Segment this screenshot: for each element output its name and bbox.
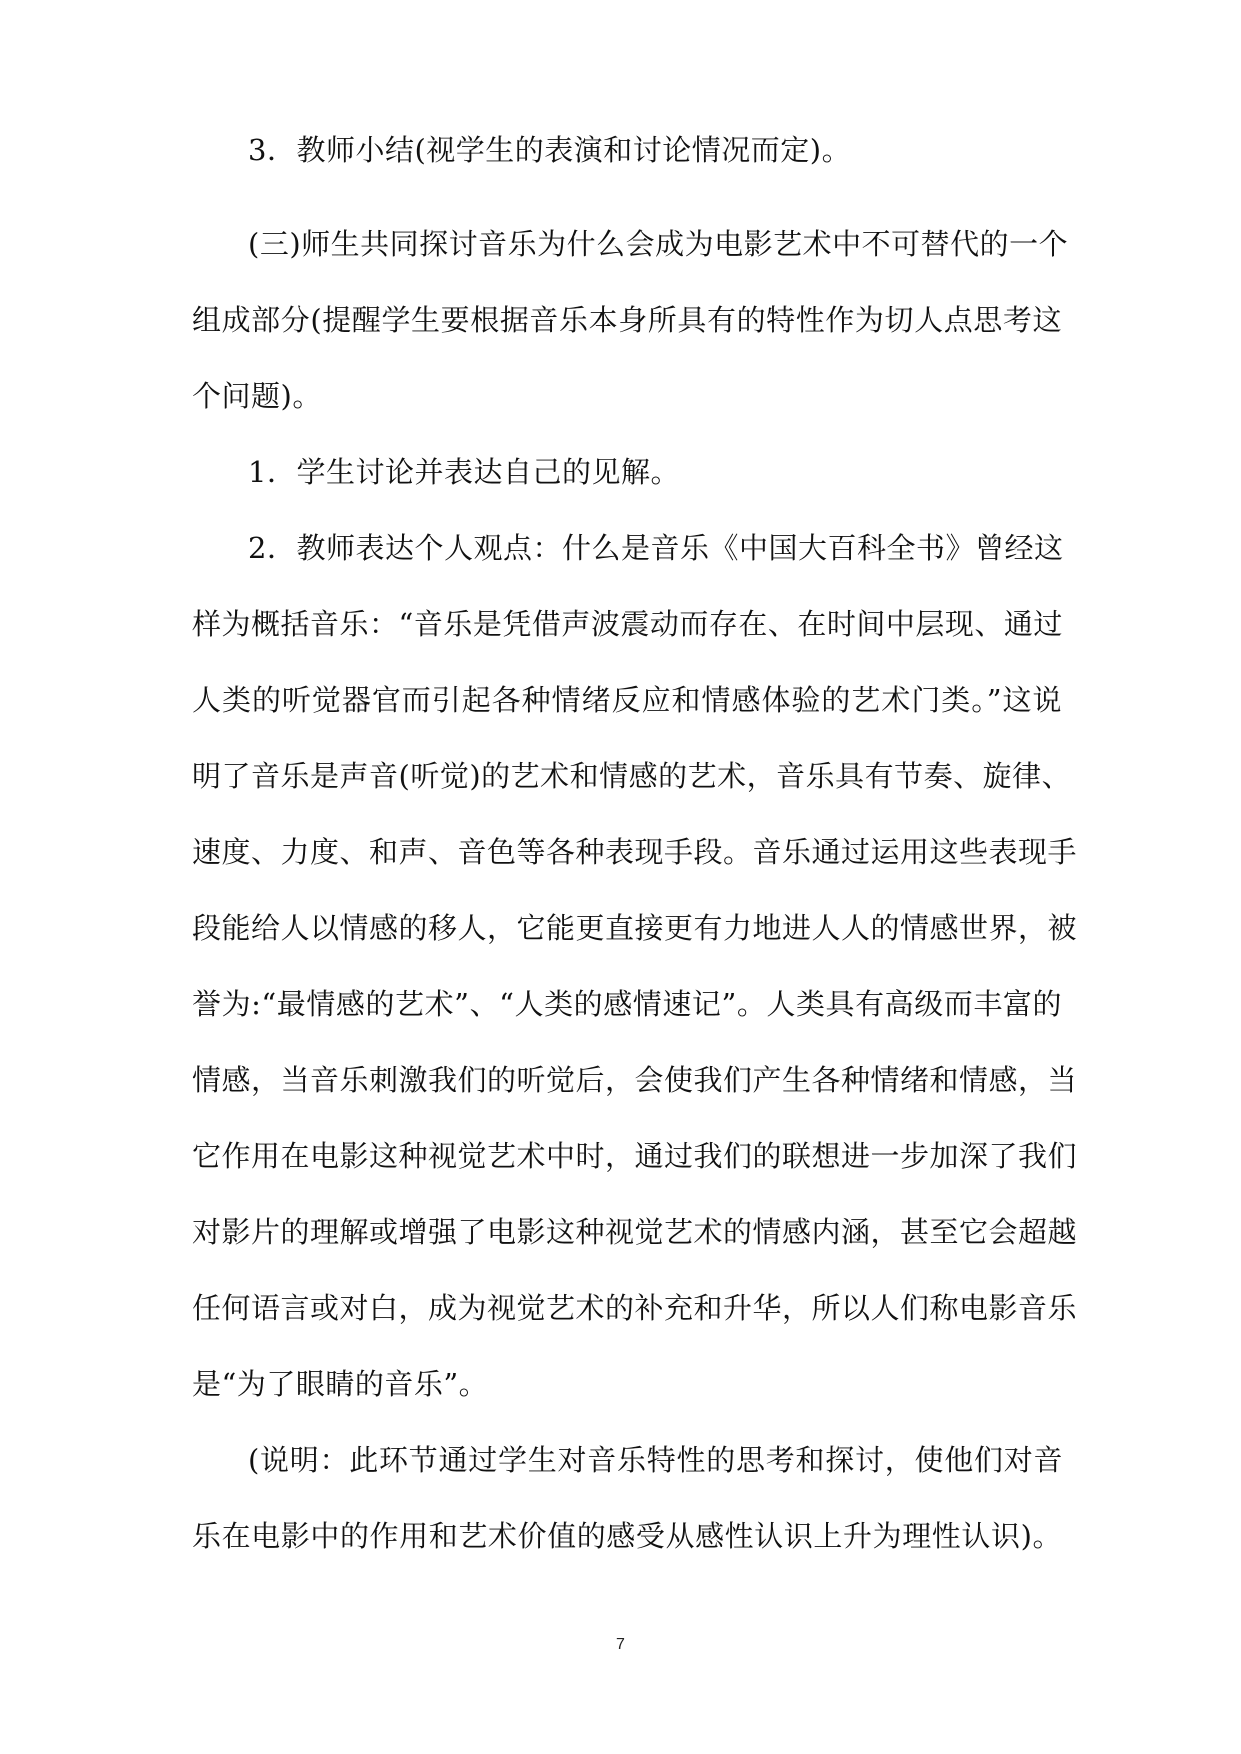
text-line: 任何语言或对白，成为视觉艺术的补充和升华，所以人们称电影音乐 bbox=[192, 1291, 1078, 1325]
text-line: 1．学生讨论并表达自己的见解。 bbox=[248, 455, 680, 489]
text-line: 样为概括音乐：“音乐是凭借声波震动而存在、在时间中层现、通过 bbox=[192, 607, 1063, 641]
text-line: (说明：此环节通过学生对音乐特性的思考和探讨，使他们对音 bbox=[248, 1443, 1063, 1477]
text-line: 对影片的理解或增强了电影这种视觉艺术的情感内涵，甚至它会超越 bbox=[192, 1215, 1078, 1249]
text-line: 是“为了眼睛的音乐”。 bbox=[192, 1367, 489, 1401]
page-number: 7 bbox=[616, 1636, 625, 1653]
text-line: 速度、力度、和声、音色等各种表现手段。音乐通过运用这些表现手 bbox=[192, 835, 1078, 869]
text-line: 2．教师表达个人观点：什么是音乐《中国大百科全书》曾经这 bbox=[248, 531, 1064, 565]
text-line: 乐在电影中的作用和艺术价值的感受从感性认识上升为理性认识)。 bbox=[192, 1519, 1062, 1553]
text-line: 3．教师小结(视学生的表演和讨论情况而定)。 bbox=[248, 133, 852, 167]
text-line: (三)师生共同探讨音乐为什么会成为电影艺术中不可替代的一个 bbox=[248, 227, 1069, 261]
text-line: 明了音乐是声音(听觉)的艺术和情感的艺术，音乐具有节奏、旋律、 bbox=[192, 759, 1072, 793]
text-line: 个问题)。 bbox=[192, 379, 322, 413]
text-line: 人类的听觉器官而引起各种情绪反应和情感体验的艺术门类。”这说 bbox=[192, 683, 1062, 717]
text-line: 情感，当音乐刺激我们的听觉后，会使我们产生各种情绪和情感，当 bbox=[192, 1063, 1078, 1097]
text-line: 它作用在电影这种视觉艺术中时，通过我们的联想进一步加深了我们 bbox=[192, 1139, 1078, 1173]
text-line: 组成部分(提醒学生要根据音乐本身所具有的特性作为切人点思考这 bbox=[192, 303, 1062, 337]
text-line: 段能给人以情感的移人，它能更直接更有力地进人人的情感世界，被 bbox=[192, 911, 1078, 945]
text-line: 誉为:“最情感的艺术”、“人类的感情速记”。人类具有高级而丰富的 bbox=[192, 987, 1062, 1021]
